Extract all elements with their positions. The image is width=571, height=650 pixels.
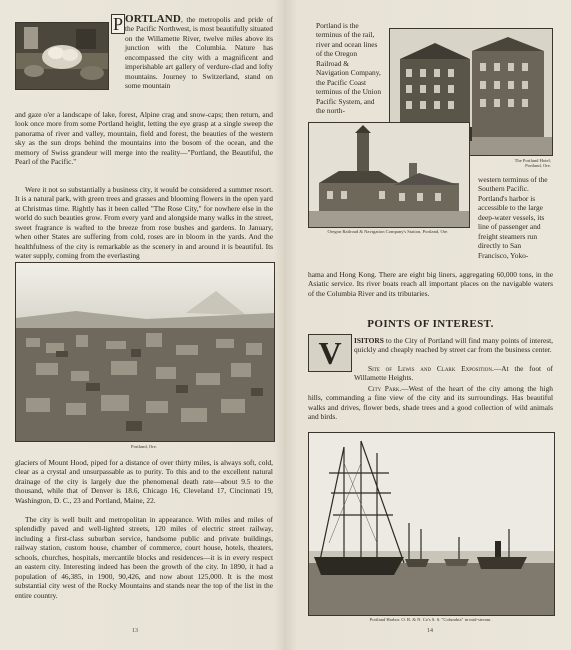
intro-paragraph [125, 15, 273, 91]
page-number-right [427, 628, 433, 634]
southern-pacific-column [478, 175, 553, 260]
garden-photo [15, 22, 109, 90]
portland-harbor-photo [308, 432, 555, 616]
station-art [309, 123, 469, 227]
terminus-column [316, 21, 382, 116]
rose-city-text: Were it not so substantially a business city, it would be considered a summer resort. It is a natural park, with green trees and grasses and blooming flowers in the open yard at Christmas time. Rightly has it been called "The Rose City," for nowhere else in the world do such beauties grow. From every yard and alongside many walks in the street, sweet fragrance is wafted to the breeze from rose bushes and gardens. In January, when other States are suffering from cold, roses are in bloom in the yards. And the healthfulness of the city is remarkable as the scenery in and around it is beautiful. Its water supply, coming from the everlasting [15, 185, 273, 261]
harbor-caption-text: Portland Harbor. O. R. & N. Co's S. S. "Columbia" in mid-stream. [369, 617, 492, 622]
water-supply-text: glaciers of Mount Hood, piped for a distance of over thirty miles, is always soft, cold, clear as a crystal and unsurpassable as to purity. To this and to the excellent natural drainage of the city is largely due the phenomenal death rate—about 9.5 to the thousand, while that of Denver is 18.6, Chicago 16, Cleveland 17, Cincinnati 19, Washington, D. C., 23 and Portland, Maine, 22. [15, 458, 273, 505]
garden-photo-art [16, 23, 108, 89]
harbor-caption [308, 617, 553, 622]
dropcap-p-letter: P [112, 14, 123, 34]
water-supply-paragraph [15, 458, 273, 505]
exposition-site-text: —At the foot of Willamette Heights. [354, 364, 553, 383]
page-number-right-text: 14 [427, 628, 433, 634]
city-panorama-art [16, 263, 274, 441]
city-photo-caption [15, 444, 273, 449]
visitors-text: to the City of Portland will find many points of interest, quickly and cheaply reached by street car from the business center. [354, 336, 553, 355]
terminus-text: Portland is the terminus of the rail, river and ocean lines of the Oregon Railroad & Navigation Company, the Pacific Coast terminus of the Union Pacific System, and the north- [316, 21, 382, 116]
hotel-caption [466, 158, 551, 168]
visitors-paragraph [354, 336, 553, 355]
station-caption [308, 229, 468, 234]
city-growth-text: The city is well built and metropolitan in appearance. With miles and miles of splendidly paved and well-lighted streets, 120 miles of electric street railway, including a first-class suburban service, handsome public and private buildings, railway station, custom house, chamber of commerce, court house, hotels, theaters, schools, churches, hospitals, mercantile blocks and residences—it is in every respect an eastern city. Interesting indeed has been the growth of the city. In 1890, it had a population of 46,385, in 1900, 90,426, and now about 125,000. It is the most substantial city west of the Rocky Mountains and stands near the top of the list in the entire country. [15, 515, 273, 600]
intro-text-b: and gaze o'er a landscape of lake, forest, Alpine crag and snow-caps; then return, and look once more from some Portland height, letting the eye grasp at a single sweep the panorama of river and valley, mountain, field and forest, the beauties of the western sky as the sun drops behind the mountains into the bosom of the ocean, and the memory of Swiss grandeur will merge into the reality—"Portland, the Beautiful, the Pearl of the Pacific." [15, 110, 273, 167]
rose-city-paragraph [15, 185, 273, 261]
intro-paragraph-continued [15, 110, 273, 167]
portland-lead: ORTLAND [125, 13, 182, 25]
page-number-left-text: 13 [132, 628, 138, 634]
liners-paragraph [308, 270, 553, 298]
dropcap-v-letter: V [318, 335, 342, 371]
points-of-interest-heading [308, 318, 553, 330]
liners-text: hama and Hong Kong. There are eight big liners, aggregating 60,000 tons, in the Asiatic service. Its river boats reach all important places on the navigable waters of the Columbia River and its tributaries. [308, 270, 553, 298]
intro-text-a: , the metropolis and pride of the Pacific Northwest, is most beautifully situated on the Willamette River, twelve miles above its junction with the Columbia. Nature has encompassed the city with a magnificent and imperishable art gallery of verdure-clad and lofty mountains. Journey to Switzerland, stand on some mountain [125, 15, 273, 91]
hotel-caption-line1: The Portland Hotel, [514, 158, 551, 163]
dropcap-p [111, 14, 125, 34]
page-number-left [132, 628, 138, 634]
station-caption-text: Oregon Railroad & Navigation Company's Station, Portland, Ore. [327, 229, 449, 234]
dropcap-v [308, 334, 352, 372]
portland-city-photo [15, 262, 275, 442]
city-park-paragraph [308, 384, 553, 422]
left-page [0, 0, 285, 650]
exposition-site-paragraph [354, 364, 553, 383]
southern-pacific-text: western terminus of the Southern Pacific. Portland's harbor is accessible to the large deep-water vessels, its line of passenger and freight steamers run directly to San Francisco, Yoko- [478, 175, 548, 260]
points-of-interest-heading-text: POINTS OF INTEREST. [367, 318, 494, 330]
city-park-text: —West of the heart of the city among the high hills, commanding a fine view of the city and its surroundings. Has beautiful walks and drives, flower beds, shade trees and a good collection of wild animals and birds. [308, 384, 553, 422]
city-growth-paragraph [15, 515, 273, 600]
harbor-art [309, 433, 554, 615]
visitors-lead: ISITORS [354, 336, 384, 345]
city-park-label: City Park. [368, 384, 402, 393]
right-page [286, 0, 571, 650]
city-photo-caption-text: Portland, Ore. [131, 444, 157, 449]
hotel-caption-line2: Portland, Ore. [525, 163, 551, 169]
railroad-station-photo [308, 122, 470, 228]
exposition-site-label: Site of Lewis and Clark Exposition. [368, 364, 494, 373]
